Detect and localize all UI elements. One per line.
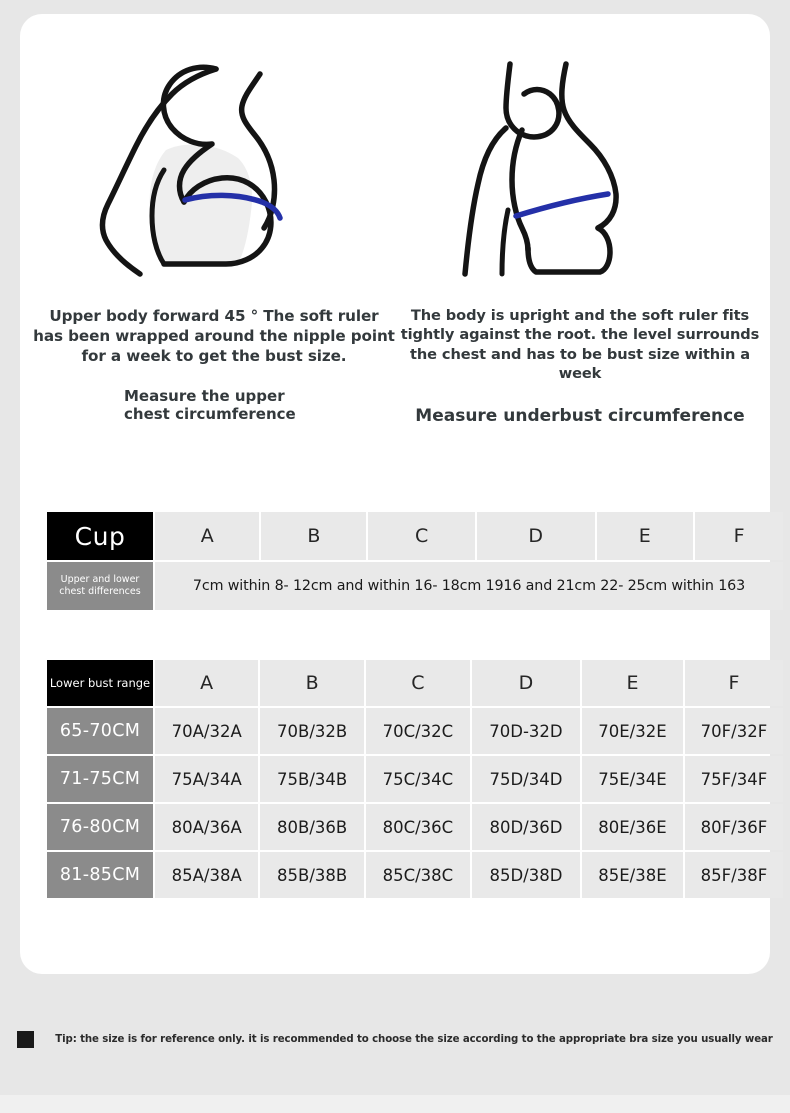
size-cell: 80F/36F (685, 804, 783, 850)
caption-left-description: Upper body forward 45 ° The soft ruler has been wrapped around the nipple point for a week to get the bust size. (33, 307, 395, 366)
table-row (47, 804, 783, 850)
table-row (47, 708, 783, 754)
cup-header-a: A (155, 512, 259, 560)
size-cell: 70F/32F (685, 708, 783, 754)
cup-header-b: B (261, 512, 366, 560)
chest-difference-label: Upper and lower chest differences (47, 562, 153, 610)
size-cell: 85F/38F (685, 852, 783, 898)
size-cell: 80C/36C (366, 804, 470, 850)
size-cell: 85E/38E (582, 852, 683, 898)
size-header-b: B (260, 660, 363, 706)
size-cell: 85B/38B (260, 852, 363, 898)
size-guide-card (20, 14, 770, 974)
size-header-e: E (582, 660, 683, 706)
size-cell: 70B/32B (260, 708, 363, 754)
underbust-measure-figure (450, 52, 650, 286)
table-row (47, 660, 783, 706)
range-71-75: 71-75CM (47, 756, 153, 802)
size-cell: 70E/32E (582, 708, 683, 754)
size-cell: 80E/36E (582, 804, 683, 850)
size-cell: 85D/38D (472, 852, 580, 898)
tip-footer (0, 1026, 790, 1052)
cup-header-e: E (597, 512, 694, 560)
caption-left (32, 306, 396, 424)
caption-right-description: The body is upright and the soft ruler fits tightly against the root. the level surrounds the chest and has to be bust size within a week (400, 307, 760, 383)
size-cell: 75F/34F (685, 756, 783, 802)
lower-bust-range-label: Lower bust range (47, 660, 153, 706)
table-row (47, 756, 783, 802)
measuring-tape-line (516, 194, 608, 216)
range-81-85: 81-85CM (47, 852, 153, 898)
table-row (47, 562, 783, 610)
size-header-a: A (155, 660, 258, 706)
upper-bust-measure-figure (92, 52, 292, 286)
torso-fill (150, 144, 253, 264)
size-header-c: C (366, 660, 470, 706)
caption-left-title-text: Measure the upper chest circumference (124, 386, 296, 424)
size-cell: 75D/34D (472, 756, 580, 802)
lower-body-outline (502, 210, 508, 274)
size-cell: 75C/34C (366, 756, 470, 802)
filled-square-icon (17, 1031, 34, 1048)
chest-difference-value: 7cm within 8- 12cm and within 16- 18cm 1916 and 21cm 22- 25cm within 163 (155, 562, 783, 610)
size-cell: 70C/32C (366, 708, 470, 754)
caption-right (396, 306, 764, 427)
size-cell: 80B/36B (260, 804, 363, 850)
cup-header-f: F (695, 512, 783, 560)
cup-header-c: C (368, 512, 475, 560)
cup-label: Cup (47, 512, 153, 560)
size-cell: 85A/38A (155, 852, 258, 898)
underarm-outline (512, 130, 528, 250)
size-header-d: D (472, 660, 580, 706)
range-76-80: 76-80CM (47, 804, 153, 850)
size-cell: 70A/32A (155, 708, 258, 754)
size-cell: 75E/34E (582, 756, 683, 802)
bra-size-table (45, 658, 785, 900)
size-cell: 75A/34A (155, 756, 258, 802)
head-neck-outline (506, 64, 559, 137)
waist-outline (528, 228, 610, 272)
size-cell: 75B/34B (260, 756, 363, 802)
cup-header-d: D (477, 512, 595, 560)
table-row (47, 852, 783, 898)
tip-text: Tip: the size is for reference only. it is recommended to choose the size according to the appropriate bra size you usually wear (55, 1033, 773, 1045)
range-65-70: 65-70CM (47, 708, 153, 754)
back-arm-outline (465, 128, 506, 274)
caption-right-title: Measure underbust circumference (415, 405, 745, 426)
size-cell: 85C/38C (366, 852, 470, 898)
size-cell: 70D-32D (472, 708, 580, 754)
illustration-row (20, 52, 770, 297)
bottom-strip (0, 1095, 790, 1113)
caption-left-title (32, 387, 396, 424)
size-cell: 80D/36D (472, 804, 580, 850)
cup-difference-table (45, 510, 785, 612)
size-cell: 80A/36A (155, 804, 258, 850)
table-row (47, 512, 783, 560)
size-header-f: F (685, 660, 783, 706)
